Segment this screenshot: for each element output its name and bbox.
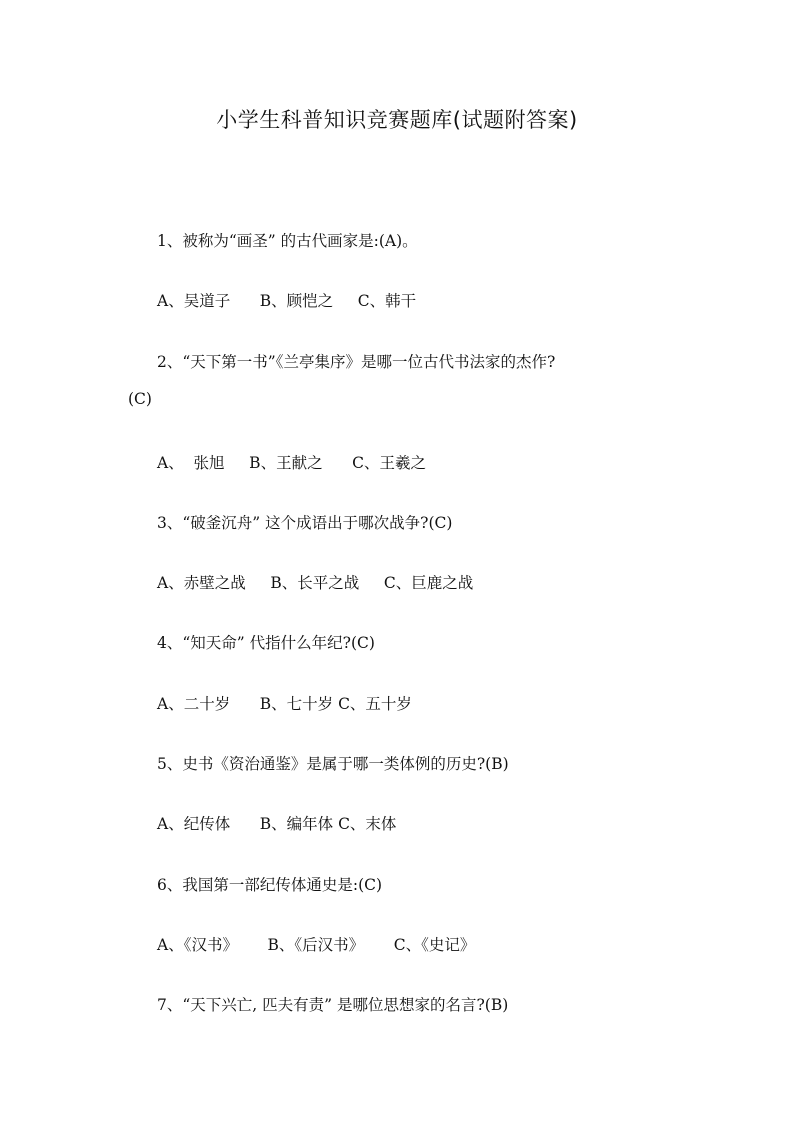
- question-5: 5、史书《资治通鉴》是属于哪一类体例的历史?(B): [157, 755, 509, 773]
- question-1: 1、被称为“画圣” 的古代画家是:(A)。: [157, 232, 418, 250]
- question-7: 7、“天下兴亡, 匹夫有责” 是哪位思想家的名言?(B): [157, 996, 509, 1014]
- question-4-options: A、二十岁 B、七十岁 C、五十岁: [157, 695, 412, 713]
- question-5-options: A、纪传体 B、编年体 C、末体: [157, 815, 397, 833]
- question-6: 6、我国第一部纪传体通史是:(C): [157, 876, 383, 894]
- question-2-answer: (C): [128, 390, 152, 408]
- question-6-options: A、《汉书》 B、《后汉书》 C、《史记》: [157, 936, 476, 954]
- question-1-options: A、吴道子 B、顾恺之 C、韩干: [157, 292, 417, 310]
- page-title: 小学生科普知识竞赛题库(试题附答案): [216, 108, 578, 132]
- question-3-options: A、赤壁之战 B、长平之战 C、巨鹿之战: [157, 574, 474, 592]
- question-4: 4、“知天命” 代指什么年纪?(C): [157, 634, 375, 652]
- question-2-options: A、 张旭 B、王献之 C、王羲之: [157, 454, 426, 472]
- question-2: 2、“天下第一书”《兰亭集序》是哪一位古代书法家的杰作?: [157, 353, 556, 371]
- question-3: 3、“破釜沉舟” 这个成语出于哪次战争?(C): [157, 514, 453, 532]
